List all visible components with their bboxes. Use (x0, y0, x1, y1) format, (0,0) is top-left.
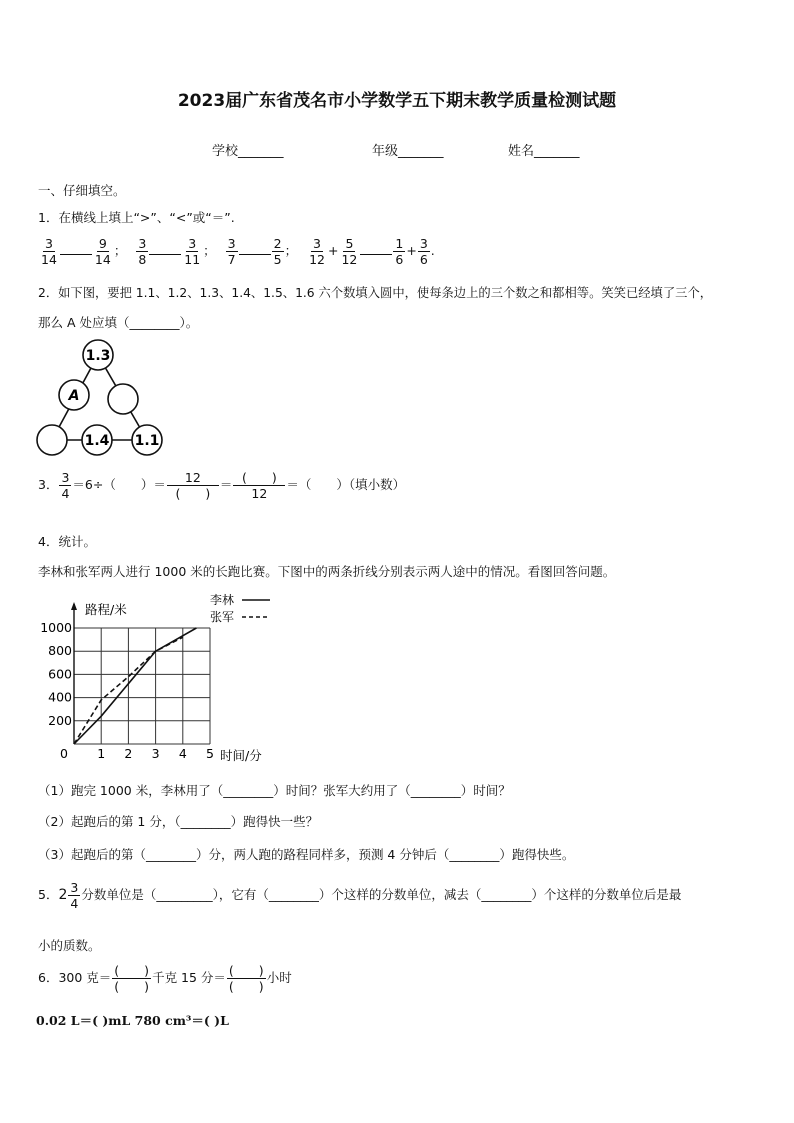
name-label: 姓名 (508, 144, 535, 159)
page-title: 2023届广东省茂名市小学数学五下期末教学质量检测试题 (177, 91, 617, 111)
fraction: $\frac{( )}{( )}$ (228, 963, 264, 994)
fraction: $\frac{3}{11}$ (184, 236, 201, 267)
fraction: $\frac{3}{14}$ (41, 236, 57, 267)
y-tick-label: 800 (48, 643, 72, 659)
separator: ； (113, 243, 127, 258)
question-1: 1．在横线上填上“>”、“<”或“＝”. (38, 210, 235, 225)
school-field (212, 140, 284, 159)
x-tick-label: 2 (124, 746, 133, 761)
separator: ； (203, 243, 216, 258)
grade-label: 年级 (372, 144, 399, 159)
circle-a (59, 380, 89, 410)
question-4-sub2: （2）起跑后的第 1 分，（________）跑得快一些？ (38, 814, 319, 829)
x-tick-label: 3 (151, 746, 160, 761)
question-4-intro: 李林和张军两人进行 1000 米的长跑比赛。下图中的两条折线分别表示两人途中的情况。看图回答问题。 (38, 564, 616, 579)
circle-bottom-mid (82, 425, 112, 455)
x-tick-label: 1 (97, 746, 106, 761)
q5-number: 5． (38, 887, 59, 902)
name-field (508, 140, 580, 159)
running-chart (30, 590, 290, 770)
school-blank: _______ (238, 144, 284, 159)
question-6 (38, 963, 292, 994)
x-tick-label: 5 (206, 746, 214, 761)
q6-end: 小时 (266, 970, 292, 985)
fraction: $\frac{5}{12}$ (341, 236, 358, 267)
fraction: $\frac{( )}{( )}$ (114, 963, 150, 994)
answer-blank[interactable] (60, 254, 92, 255)
q1-comparisons (38, 236, 435, 267)
y-axis-label: 路程/米 (85, 602, 127, 617)
mixed-whole: 2 (58, 887, 68, 903)
name-blank: _______ (534, 144, 580, 159)
fraction: $\frac{9}{14}$ (94, 236, 111, 267)
school-label: 学校 (212, 144, 239, 159)
q3-expression: ＝6÷（ ）＝ (72, 477, 166, 492)
grade-field (372, 140, 444, 159)
y-tick-label: 400 (48, 689, 72, 705)
answer-blank[interactable] (360, 254, 392, 255)
triangle-circle-diagram (34, 338, 169, 458)
series-line-lilin (74, 628, 196, 744)
answer-blank[interactable] (149, 254, 181, 255)
fraction: $\frac{3}{6}$ (419, 236, 428, 267)
fraction: $\frac{3}{4}$ (61, 470, 70, 501)
fraction: $\frac{2}{5}$ (273, 236, 282, 267)
period: . (430, 243, 435, 258)
question-4: 4．统计。 (38, 534, 96, 549)
fraction: $\frac{12}{( )}$ (167, 470, 219, 501)
legend-label-lilin: 李林 (210, 593, 235, 607)
question-4-sub3: （3）起跑后的第（________）分，两人跑的路程同样多，预测 4 分钟后（________）跑得快些。 (38, 847, 575, 862)
q3-number: 3． (38, 477, 59, 492)
q5-text: 分数单位是（_________），它有（________）个这样的分数单位，减去（________）个这样的分数单位后是最 (81, 887, 682, 902)
answer-blank[interactable] (239, 254, 271, 255)
x-tick-label: 0 (60, 746, 68, 761)
question-3 (38, 470, 405, 501)
fraction: $\frac{3}{7}$ (227, 236, 236, 267)
q6-mid: 千克 15 分＝ (152, 970, 226, 985)
circle-top (83, 340, 113, 370)
question-2-line2: 那么 A 处应填（________）。 (38, 315, 199, 330)
x-tick-label: 4 (178, 746, 187, 761)
q6-text: 6．300 克＝ (38, 970, 112, 985)
y-tick-label: 1000 (40, 620, 72, 635)
fraction: $\frac{1}{6}$ (395, 236, 404, 267)
svg-text:1.4: 1.4 (84, 433, 110, 449)
q3-tail: ＝（ ）（填小数） (286, 477, 406, 492)
question-2-line1: 2．如下图，要把 1.1、1.2、1.3、1.4、1.5、1.6 六个数填入圆中，使每条边上的三个数之和都相等。笑笑已经填了三个， (38, 286, 713, 300)
grade-blank: _______ (398, 144, 444, 159)
fraction: $\frac{3}{8}$ (138, 236, 147, 267)
legend-label-zhangjun: 张军 (210, 610, 235, 624)
question-7: 0.02 L＝( )mL 780 cm³＝( )L (36, 1013, 229, 1028)
plus-sign: + (406, 243, 417, 258)
svg-text:1.3: 1.3 (85, 348, 111, 364)
plus-sign: + (327, 243, 339, 258)
svg-text:A: A (68, 388, 80, 404)
x-axis-label: 时间/分 (220, 748, 262, 763)
svg-text:1.1: 1.1 (134, 433, 160, 449)
fraction: $\frac{3}{4}$ (70, 880, 79, 911)
equals: ＝ (219, 477, 233, 492)
circle-bottom-left (37, 425, 67, 455)
question-5-line2: 小的质数。 (38, 938, 101, 953)
fraction: $\frac{3}{12}$ (309, 236, 325, 267)
y-tick-label: 600 (48, 666, 72, 682)
separator: ； (284, 243, 298, 258)
question-5 (38, 880, 681, 911)
question-4-sub1: （1）跑完 1000 米，李林用了（________）时间？张军大约用了（________）时间？ (38, 783, 511, 798)
circle-right-mid (108, 384, 138, 414)
y-tick-label: 200 (48, 712, 72, 728)
y-axis-arrow (71, 602, 77, 610)
section-heading: 一、仔细填空。 (38, 183, 126, 198)
fraction: $\frac{( )}{12}$ (233, 470, 285, 501)
circle-bottom-right (132, 425, 162, 455)
